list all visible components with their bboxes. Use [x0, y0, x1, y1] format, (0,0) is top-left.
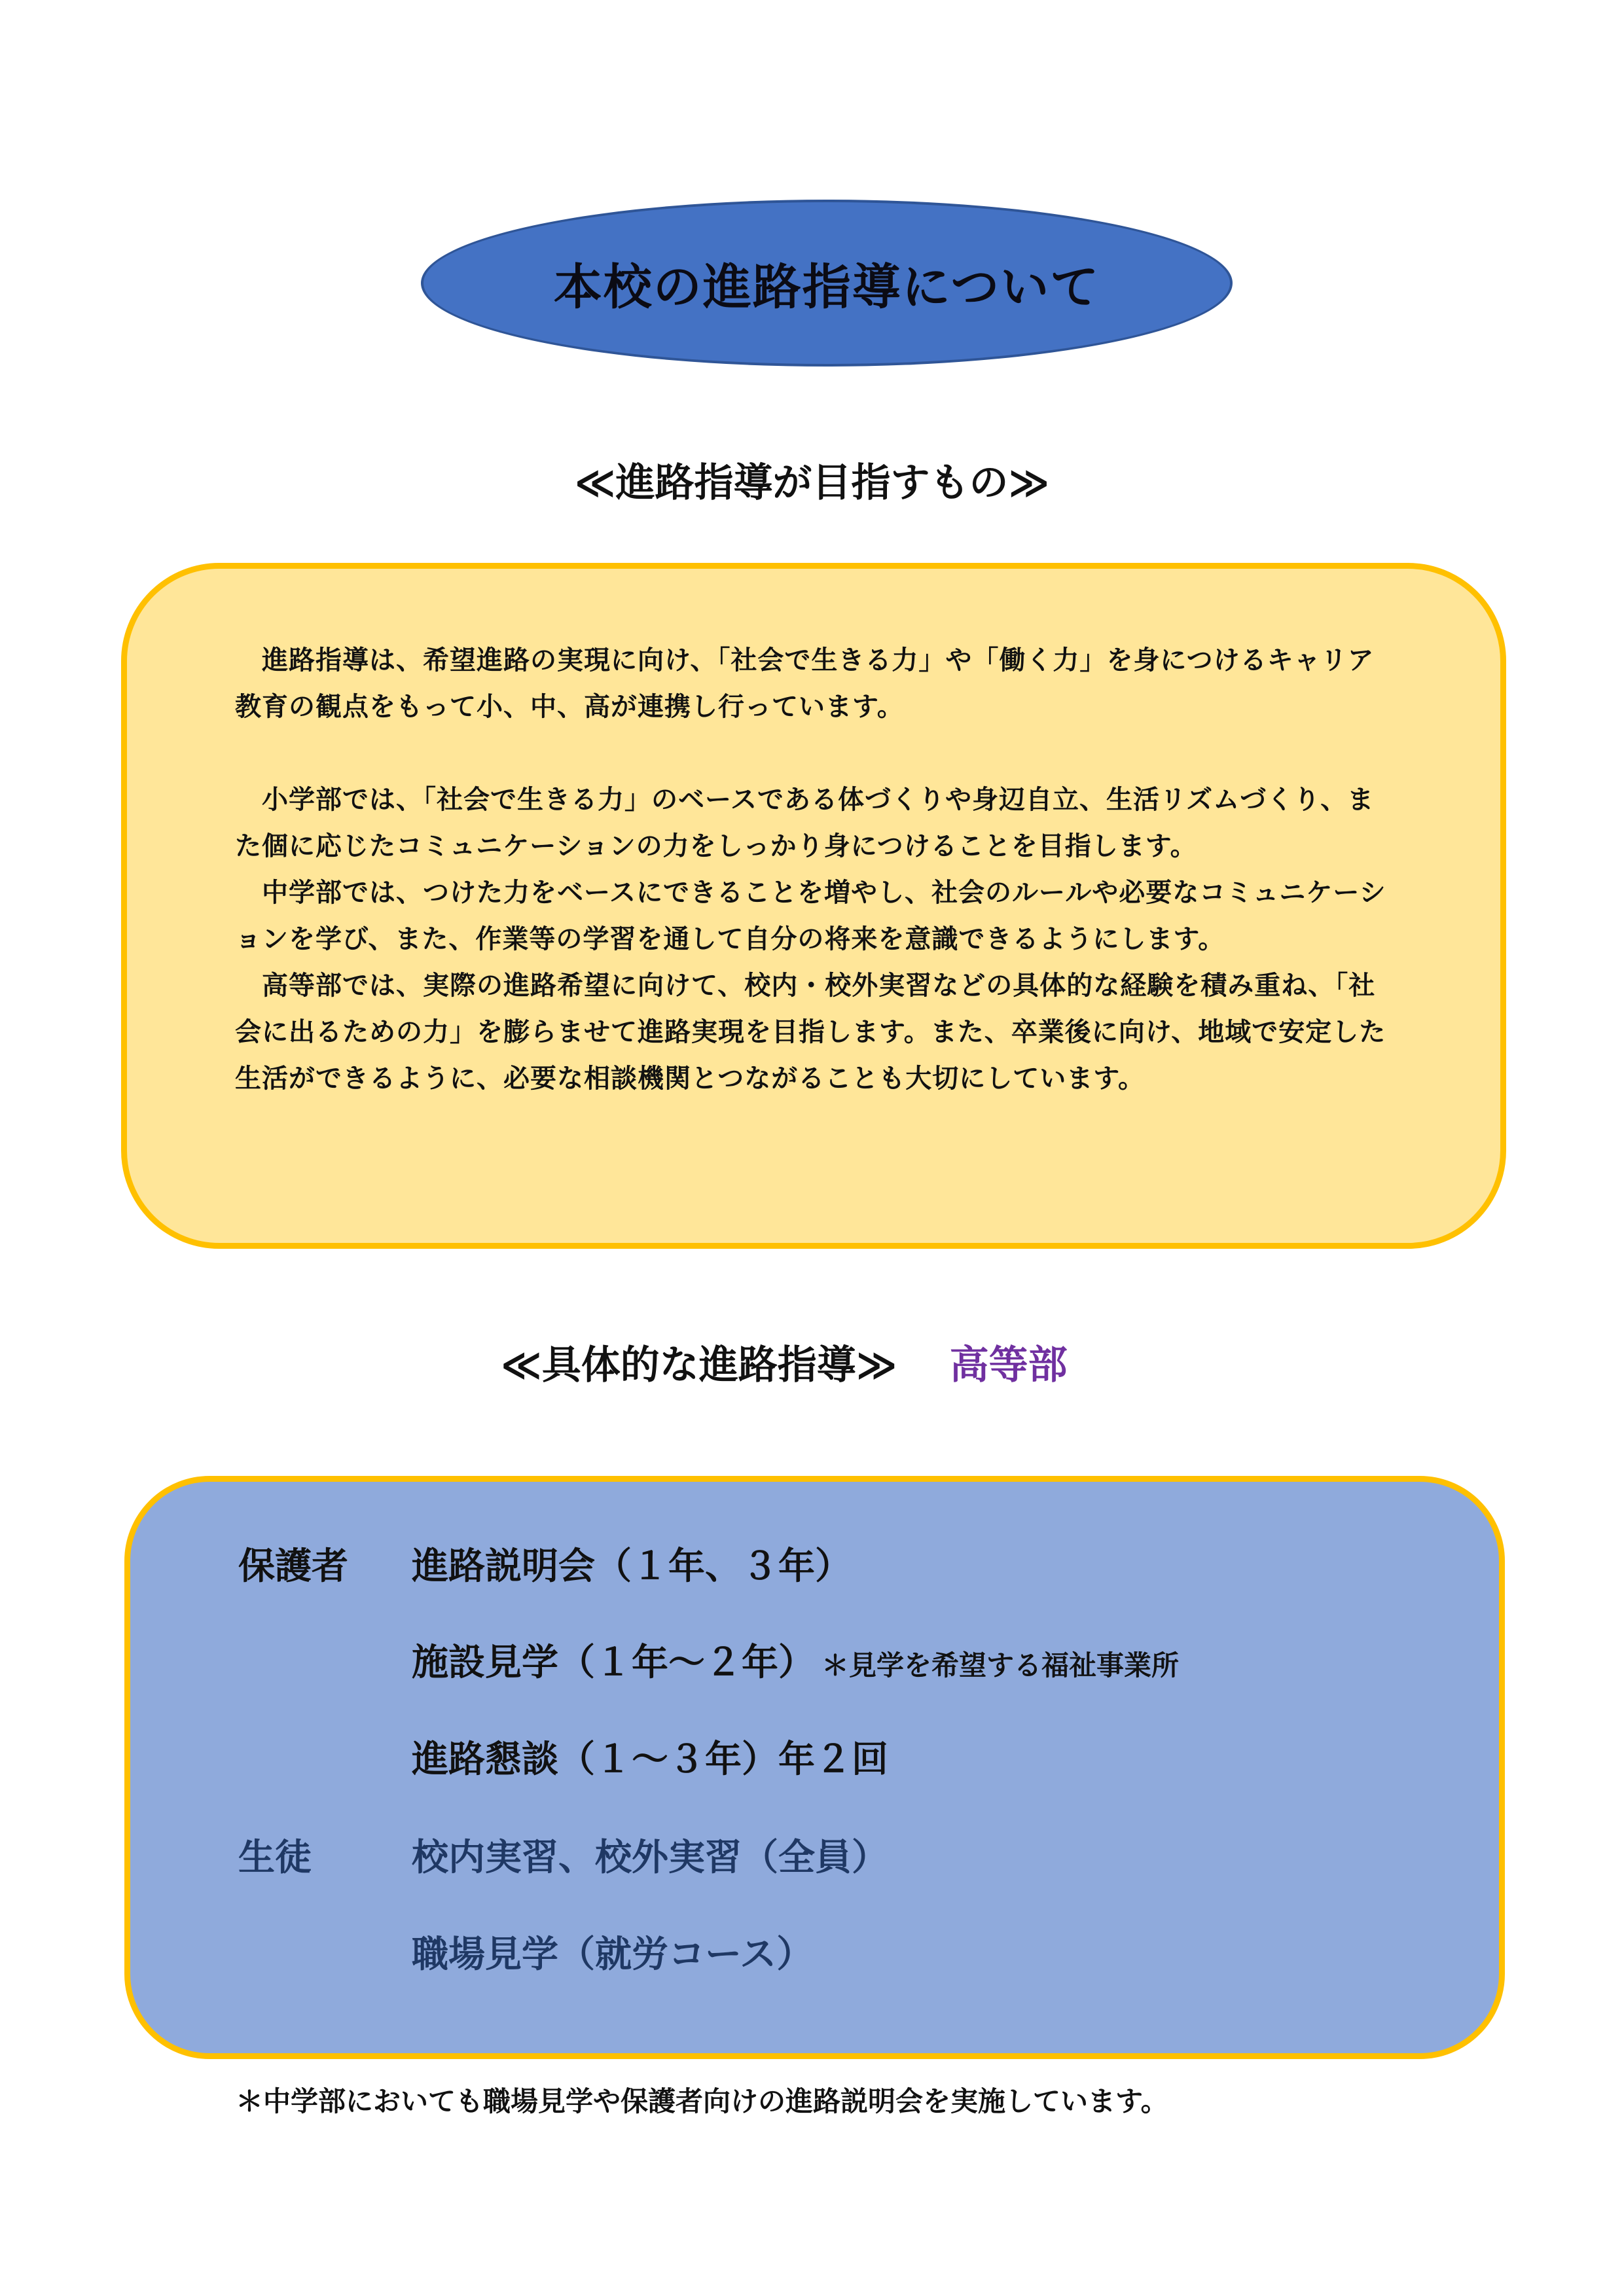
student-item: 校内実習、校外実習（全員）: [412, 1837, 888, 1879]
specific-heading: [501, 1334, 1068, 1390]
goal-paragraph-junior-high: 中学部では、つけた力をベースにできることを増やし、社会のルールや必要なコミュニケーションを学び、また、作業等の学習を通して自分の将来を意識できるようにします。: [235, 878, 1386, 954]
guardian-item-text: 進路懇談（１～３年）年２回: [412, 1738, 888, 1781]
title-banner: [421, 200, 1233, 367]
guardians-label: 保護者: [238, 1545, 348, 1588]
goal-paragraph-high-school: 高等部では、実際の進路希望に向けて、校内・校外実習などの具体的な経験を積み重ね、「社会に出るための力」を膨らませて進路実現を目指します。また、卒業後に向け、地域で安定した生活ができるように、必要な相談機関とつながることも大切にしています。: [235, 971, 1386, 1094]
footnote: ＊中学部においても職場見学や保護者向けの進路説明会を実施しています。: [236, 2085, 1168, 2117]
specific-heading-label: ≪具体的な進路指導≫: [501, 1342, 897, 1388]
guardian-item: [412, 1537, 852, 1590]
guardian-item-note: ＊見学を希望する福祉事業所: [821, 1649, 1180, 1681]
guidance-panel: [124, 1476, 1505, 2059]
goal-paragraph-elementary: 小学部では、「社会で生きる力」のベースである体づくりや身辺自立、生活リズムづくり、また個に応じたコミュニケーションの力をしっかり身につけることを目指します。: [235, 785, 1375, 861]
department-label: 高等部: [949, 1342, 1068, 1388]
page-title: 本校の進路指導について: [553, 259, 1100, 315]
guardian-item-text: 進路説明会（１年、３年）: [412, 1545, 852, 1588]
student-item: 職場見学（就労コース）: [412, 1933, 814, 1976]
students-label: 生徒: [238, 1837, 312, 1879]
paragraph-spacer: [235, 730, 1392, 777]
guardian-item: [412, 1634, 1179, 1686]
goal-paragraph-intro: 進路指導は、希望進路の実現に向け、「社会で生きる力」や「働く力」を身につけるキャリア教育の観点をもって小、中、高が連携し行っています。: [235, 645, 1375, 722]
guardian-item: [412, 1731, 888, 1783]
guardian-item-text: 施設見学（１年～２年）: [412, 1641, 815, 1684]
goals-panel: [121, 563, 1506, 1249]
goals-heading: ≪進路指導が目指すもの≫: [574, 460, 1050, 506]
